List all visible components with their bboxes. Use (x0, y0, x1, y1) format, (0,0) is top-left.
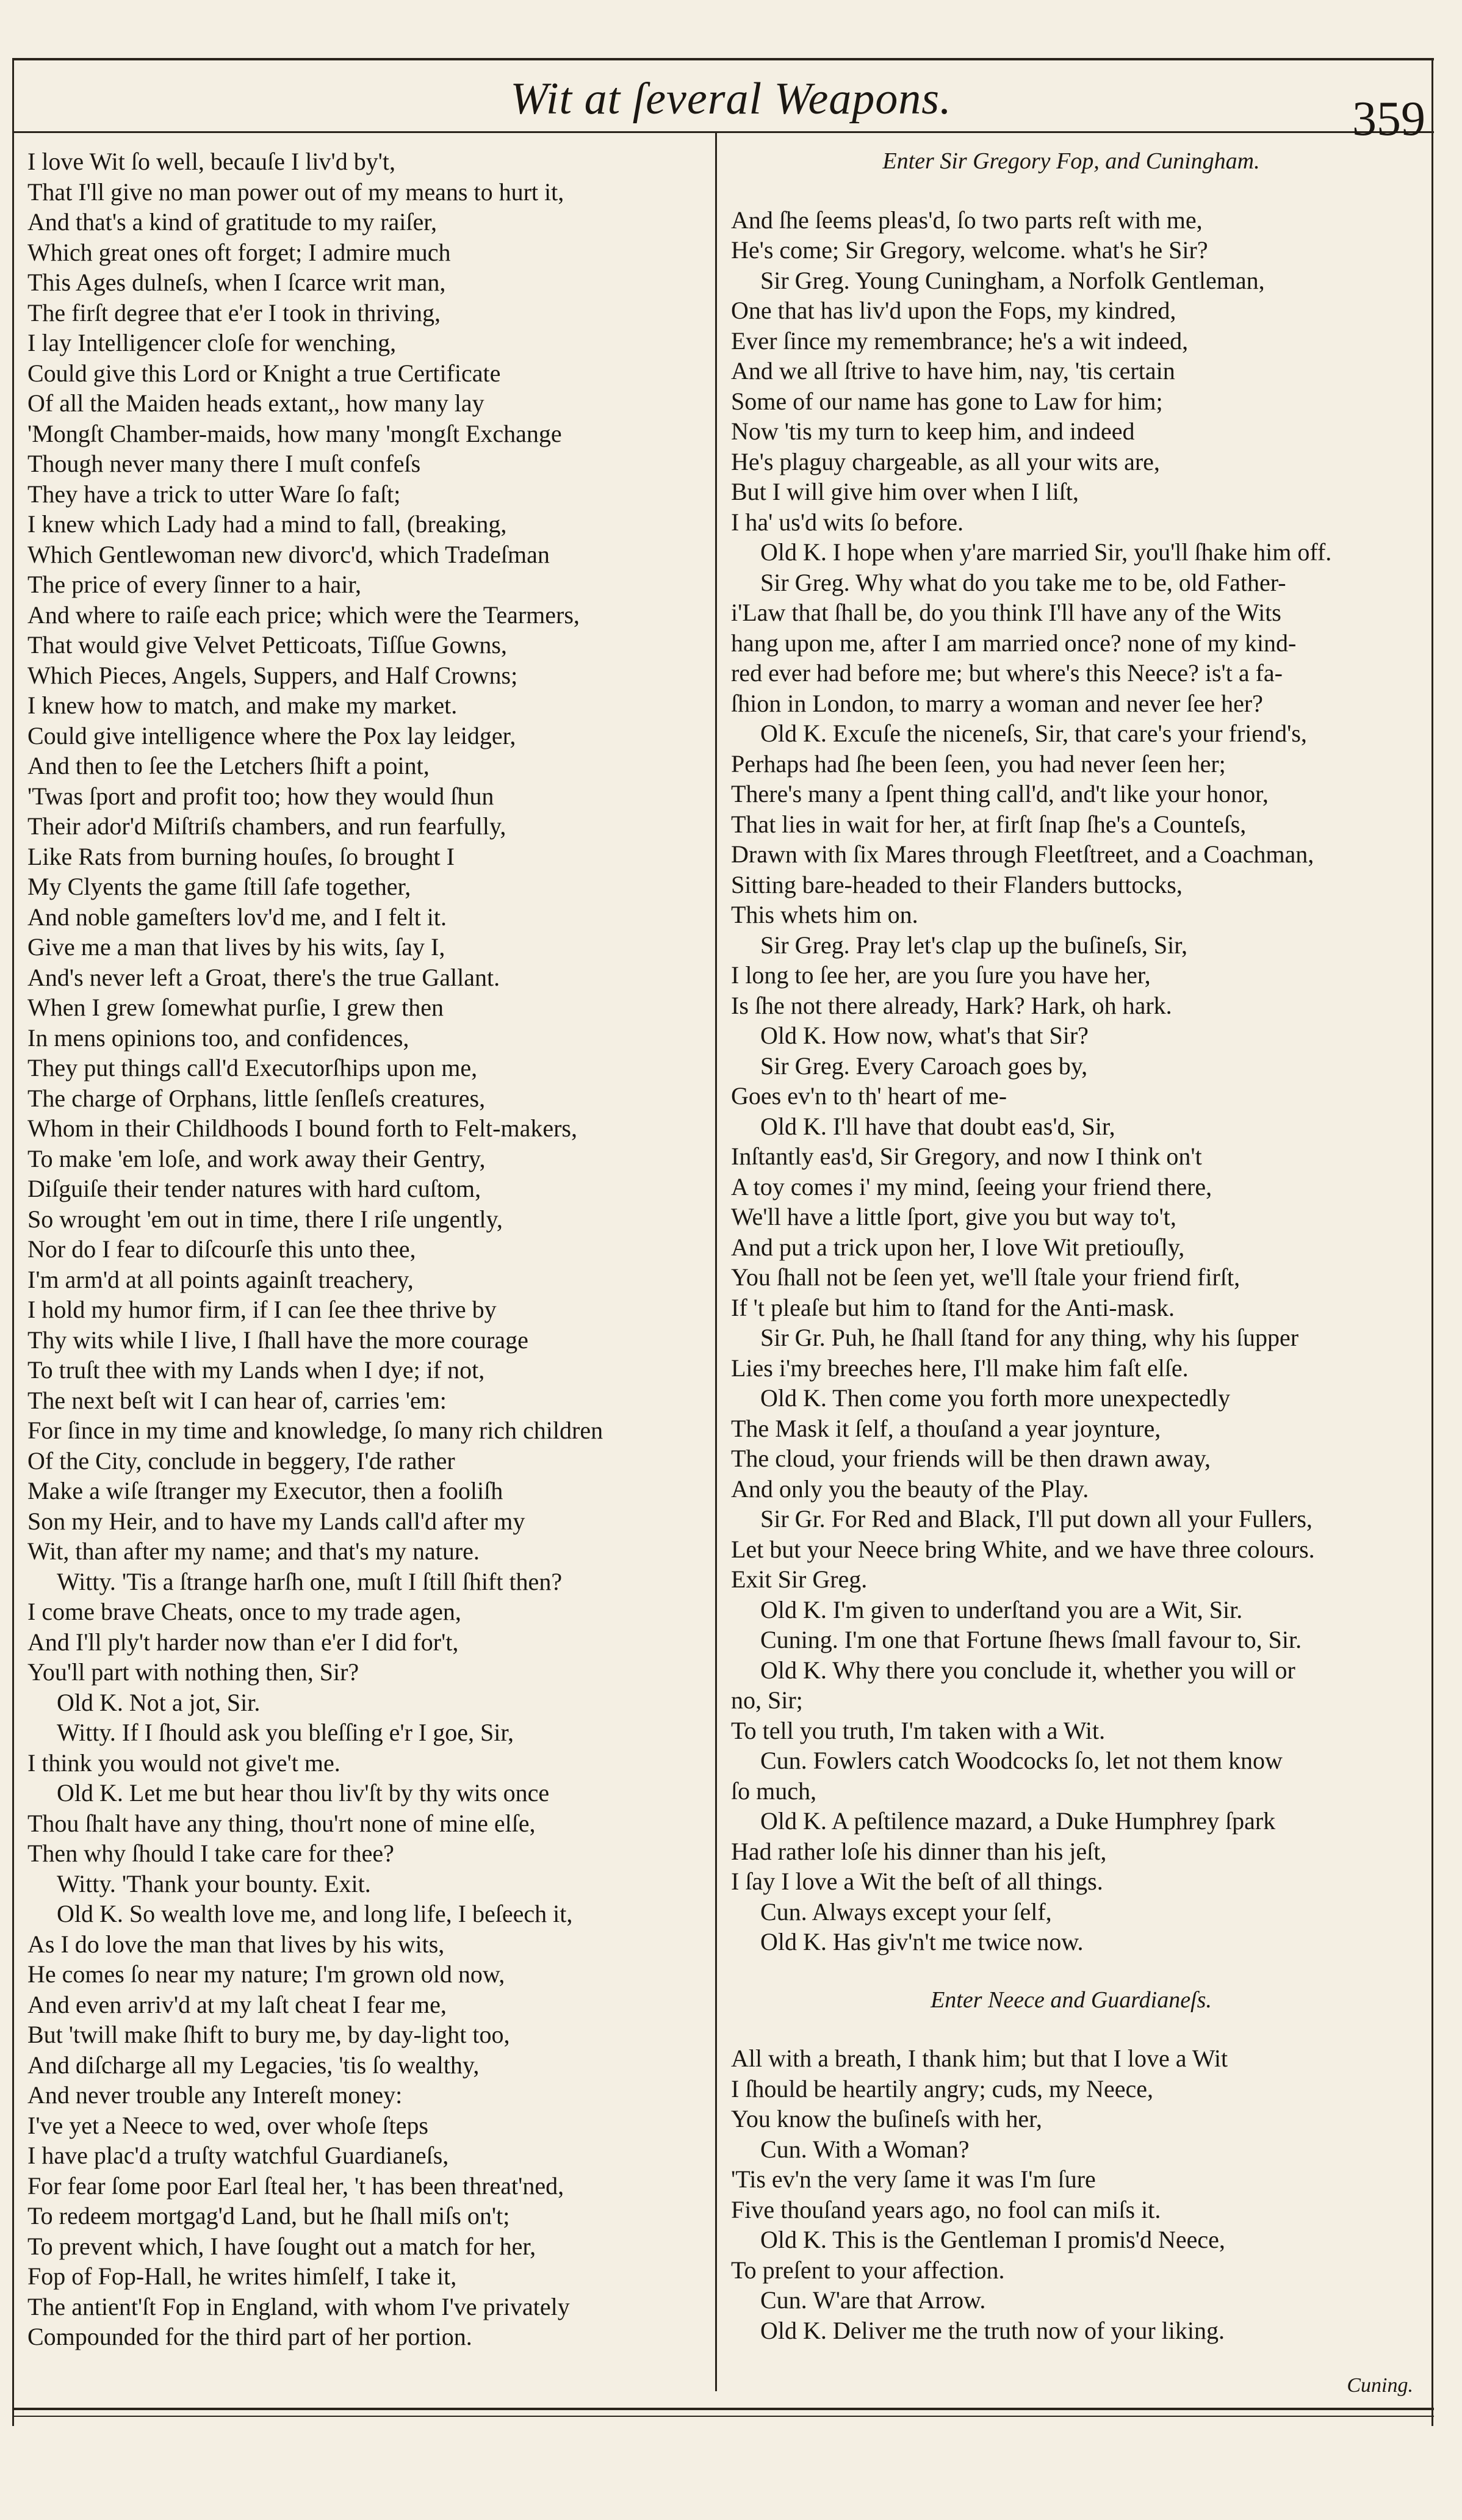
text-line: And put a trick upon her, I love Wit pretiouſly, (731, 1233, 1185, 1261)
text-line: Old K. I'm given to underſtand you are a Wit, Sir. (760, 1595, 1243, 1623)
text-line: I think you would not give't me. (27, 1749, 340, 1777)
text-line: To prevent which, I have ſought out a match for her, (27, 2232, 536, 2260)
text-line: Fop of Fop-Hall, he writes himſelf, I take it, (27, 2262, 457, 2290)
text-line: Drawn with ſix Mares through Fleetſtreet, and a Coachman, (731, 840, 1314, 868)
text-line: The price of every ſinner to a hair, (27, 571, 362, 598)
text-line: When I grew ſomewhat purſie, I grew then (27, 994, 444, 1021)
text-line: Wit, than after my name; and that's my nature. (27, 1537, 480, 1565)
text-line: A toy comes i' my mind, ſeeing your friend there, (731, 1172, 1212, 1200)
text-line: Son my Heir, and to have my Lands call'd after my (27, 1507, 525, 1535)
text-line: Though never many there I muſt confeſs (27, 450, 421, 477)
text-line: ſo much, (731, 1777, 816, 1805)
text-line: I've yet a Neece to wed, over whoſe ſteps (27, 2111, 428, 2139)
text-line: And where to raiſe each price; which were the Tearmers, (27, 601, 580, 629)
text-line: Let but your Neece bring White, and we have three colours. (731, 1535, 1315, 1563)
text-line: Which great ones oft forget; I admire much (27, 238, 451, 266)
text-line: Diſguiſe their tender natures with hard cuſtom, (27, 1175, 481, 1202)
text-line: Old K. Not a jot, Sir. (57, 1688, 261, 1716)
text-line: To redeem mortgag'd Land, but he ſhall miſs on't; (27, 2202, 510, 2229)
text-line: I knew how to match, and make my market. (27, 691, 458, 719)
text-line: But 'twill make ſhift to bury me, by day-light too, (27, 2021, 510, 2048)
bottom-double-rule (12, 2416, 1434, 2417)
text-line: Some of our name has gone to Law for him; (731, 387, 1163, 415)
header-underline-rule (12, 131, 1434, 133)
text-line: I ha' us'd wits ſo before. (731, 508, 963, 536)
text-line: The Mask it ſelf, a thouſand a year joynture, (731, 1414, 1161, 1442)
text-line: Is ſhe not there already, Hark? Hark, oh hark. (731, 991, 1172, 1019)
text-line: Witty. 'Thank your bounty. Exit. (57, 1869, 371, 1897)
text-line: We'll have a little ſport, give you but way to't, (731, 1203, 1176, 1230)
text-line: The antient'ſt Fop in England, with whom I've privately (27, 2292, 570, 2320)
text-line: Inſtantly eas'd, Sir Gregory, and now I think on't (731, 1143, 1202, 1170)
text-line: Witty. If I ſhould ask you bleſſing e'r I goe, Sir, (57, 1719, 514, 1746)
text-line: ſhion in London, to marry a woman and never ſee her? (731, 689, 1263, 717)
text-line: Of the City, conclude in beggery, I'de rather (27, 1446, 455, 1475)
text-line: Cun. With a Woman? (760, 2135, 970, 2163)
text-line: And only you the beauty of the Play. (731, 1475, 1089, 1503)
text-line: The cloud, your friends will be then drawn away, (731, 1445, 1211, 1472)
left-text-column (27, 146, 705, 2368)
text-line: That lies in wait for her, at firſt ſnap ſhe's a Counteſs, (731, 810, 1247, 838)
text-line: I ſay I love a Wit the beſt of all things. (731, 1868, 1103, 1895)
text-line: In mens opinions too, and confidences, (27, 1024, 409, 1052)
text-line: Now 'tis my turn to keep him, and indeed (731, 417, 1135, 445)
text-line: Of all the Maiden heads extant,, how many lay (27, 389, 484, 417)
top-border-rule (12, 58, 1434, 60)
text-line: Like Rats from burning houſes, ſo brought I (27, 842, 455, 870)
catchword: Cuning. (1347, 2374, 1413, 2397)
text-line: To make 'em loſe, and work away their Gentry, (27, 1144, 486, 1172)
text-line: That would give Velvet Petticoats, Tiſſue Gowns, (27, 631, 507, 659)
stage-direction: Enter Sir Gregory Fop, and Cuningham. (882, 148, 1260, 174)
text-line: I love Wit ſo well, becauſe I liv'd by't, (27, 148, 396, 175)
text-line: This Ages dulneſs, when I ſcarce writ man, (27, 269, 446, 296)
text-line: My Clyents the game ſtill ſafe together, (27, 873, 411, 900)
text-line: I lay Intelligencer cloſe for wenching, (27, 329, 397, 356)
text-line: Old K. How now, what's that Sir? (760, 1022, 1089, 1049)
text-line: For fear ſome poor Earl ſteal her, 't has been threat'ned, (27, 2172, 564, 2200)
text-line: Could give intelligence where the Pox lay leidger, (27, 721, 516, 749)
text-line: Sir Gr. For Red and Black, I'll put down all your Fullers, (760, 1505, 1313, 1533)
text-line: 'Mongſt Chamber-maids, how many 'mongſt Exchange (27, 419, 562, 447)
text-line: Sir Greg. Why what do you take me to be, old Father- (760, 568, 1286, 596)
text-line: And we all ſtrive to have him, nay, 'tis certain (731, 357, 1175, 384)
text-line: And never trouble any Intereſt money: (27, 2081, 403, 2109)
line-spacer (731, 177, 1411, 205)
text-line: Sitting bare-headed to their Flanders buttocks, (731, 870, 1183, 898)
text-line: And then to ſee the Letchers ſhift a point, (27, 752, 430, 779)
text-line: He's plaguy chargeable, as all your wits are, (731, 447, 1160, 475)
text-line: Could give this Lord or Knight a true Certificate (27, 359, 501, 387)
text-line: All with a breath, I thank him; but that I love a Wit (731, 2045, 1228, 2072)
text-line: But I will give him over when I liſt, (731, 478, 1079, 505)
stage-direction: Enter Neece and Guardianeſs. (931, 1987, 1212, 2013)
text-line: And even arriv'd at my laſt cheat I fear me, (27, 1990, 447, 2018)
text-line: He's come; Sir Gregory, welcome. what's he Sir? (731, 236, 1208, 264)
text-line: One that has liv'd upon the Fops, my kindred, (731, 297, 1176, 324)
text-line: You'll part with nothing then, Sir? (27, 1658, 359, 1686)
text-line: The next beſt wit I can hear of, carries 'em: (27, 1386, 447, 1414)
text-line: Nor do I fear to diſcourſe this unto thee, (27, 1235, 416, 1263)
column-divider-rule (715, 133, 717, 2391)
text-line: You know the buſineſs with her, (731, 2105, 1042, 2132)
text-line: red ever had before me; but where's this Neece? is't a fa- (731, 659, 1283, 687)
text-line: I come brave Cheats, once to my trade agen, (27, 1598, 461, 1625)
text-line: Perhaps had ſhe been ſeen, you had never ſeen her; (731, 749, 1226, 778)
text-line: And diſcharge all my Legacies, 'tis ſo wealthy, (27, 2051, 480, 2079)
text-line: To preſent to your affection. (731, 2256, 1005, 2284)
text-line: And ſhe ſeems pleas'd, ſo two parts reſt with me, (731, 206, 1203, 234)
text-line: Which Pieces, Angels, Suppers, and Half Crowns; (27, 661, 518, 689)
text-line: Cun. W'are that Arrow. (760, 2286, 986, 2314)
text-line: Old K. Why there you conclude it, whether you will or (760, 1656, 1295, 1684)
text-line: So wrought 'em out in time, there I riſe ungently, (27, 1205, 503, 1233)
text-line: Whom in their Childhoods I bound forth to Felt-makers, (27, 1114, 577, 1142)
text-line: Sir Gr. Puh, he ſhall ſtand for any thing, why his ſupper (760, 1324, 1299, 1351)
running-title: Wit at ſeveral Weapons. (510, 74, 952, 124)
text-line: Old K. Has giv'n't me twice now. (760, 1928, 1084, 1955)
text-line: I long to ſee her, are you ſure you have her, (731, 961, 1151, 989)
right-text-column (731, 146, 1411, 2368)
text-line: Old K. Let me but hear thou liv'ſt by thy wits once (57, 1779, 550, 1807)
text-line: There's many a ſpent thing call'd, and't like your honor, (731, 780, 1269, 807)
text-line: Old K. I'll have that doubt eas'd, Sir, (760, 1112, 1115, 1140)
text-line: i'Law that ſhall be, do you think I'll have any of the Wits (731, 599, 1281, 626)
text-line: no, Sir; (731, 1686, 803, 1714)
text-line: Old K. I hope when y'are married Sir, you'll ſhake him off. (760, 538, 1332, 566)
text-line: I'm arm'd at all points againſt treachery, (27, 1265, 414, 1293)
text-line: I ſhould be heartily angry; cuds, my Neece, (731, 2074, 1153, 2103)
text-line: To truſt thee with my Lands when I dye; if not, (27, 1356, 485, 1384)
text-line: Old K. So wealth love me, and long life, I beſeech it, (57, 1900, 573, 1927)
text-line: Goes ev'n to th' heart of me- (731, 1082, 1007, 1110)
text-line: Witty. 'Tis a ſtrange harſh one, muſt I ſtill ſhift then? (57, 1567, 563, 1595)
text-line: As I do love the man that lives by his wits, (27, 1930, 445, 1958)
text-line: Give me a man that lives by his wits, ſay I, (27, 933, 445, 961)
text-line: Cun. Always except your ſelf, (760, 1897, 1052, 1926)
text-line: If 't pleaſe but him to ſtand for the Anti-mask. (731, 1293, 1175, 1321)
text-line: Five thouſand years ago, no fool can miſs it. (731, 2195, 1161, 2223)
text-line: And noble gameſters lov'd me, and I felt it. (27, 903, 447, 931)
text-line: Thou ſhalt have any thing, thou'rt none of mine elſe, (27, 1809, 536, 1837)
text-line: Ever ſince my remembrance; he's a wit indeed, (731, 327, 1189, 355)
text-line: Exit Sir Greg. (731, 1565, 868, 1593)
left-border-rule (12, 58, 14, 2426)
text-line: hang upon me, after I am married once? none of my kind- (731, 629, 1297, 657)
text-line: They put things call'd Executorſhips upon me, (27, 1054, 478, 1081)
text-line: I have plac'd a truſty watchful Guardianeſs, (27, 2142, 449, 2169)
text-line: Old K. Deliver me the truth now of your liking. (760, 2316, 1225, 2344)
text-line: Cun. Fowlers catch Woodcocks ſo, let not them know (760, 1747, 1283, 1774)
text-line: Which Gentlewoman new divorc'd, which Tradeſman (27, 540, 550, 568)
text-line: Compounded for the third part of her portion. (27, 2323, 472, 2350)
text-line: And I'll ply't harder now than e'er I did for't, (27, 1628, 459, 1656)
text-line: Their ador'd Miſtriſs chambers, and run fearfully, (27, 812, 506, 840)
text-line: And that's a kind of gratitude to my raiſer, (27, 208, 437, 236)
text-line: Thy wits while I live, I ſhall have the more courage (27, 1326, 528, 1354)
text-line: That I'll give no man power out of my means to hurt it, (27, 178, 564, 206)
text-line: Had rather loſe his dinner than his jeſt, (731, 1837, 1107, 1865)
text-line: The charge of Orphans, little ſenſleſs creatures, (27, 1084, 486, 1112)
text-line: Old K. Then come you forth more unexpectedly (760, 1384, 1231, 1412)
page-number: 359 (1352, 92, 1425, 146)
text-line: For ſince in my time and knowledge, ſo many rich children (27, 1417, 603, 1444)
line-spacer (731, 1957, 1411, 1985)
text-line: You ſhall not be ſeen yet, we'll ſtale your friend firſt, (731, 1263, 1241, 1291)
text-line: The firſt degree that e'er I took in thriving, (27, 298, 441, 327)
right-border-rule (1431, 58, 1433, 2426)
text-line: They have a trick to utter Ware ſo faſt; (27, 480, 401, 508)
text-line: Make a wiſe ſtranger my Executor, then a fooliſh (27, 1477, 503, 1504)
text-line: 'Tis ev'n the very ſame it was I'm ſure (731, 2165, 1096, 2193)
text-line: And's never left a Groat, there's the true Gallant. (27, 963, 500, 991)
text-line: Cuning. I'm one that Fortune ſhews ſmall favour to, Sir. (760, 1626, 1302, 1653)
text-line: Sir Greg. Young Cuningham, a Norfolk Gentleman, (760, 266, 1265, 294)
text-line: Sir Greg. Pray let's clap up the buſineſs, Sir, (760, 931, 1187, 959)
text-line: Old K. This is the Gentleman I promis'd Neece, (760, 2226, 1225, 2253)
text-line: This whets him on. (731, 901, 918, 928)
text-line: To tell you truth, I'm taken with a Wit. (731, 1716, 1106, 1744)
line-spacer (731, 2015, 1411, 2043)
text-line: I hold my humor firm, if I can ſee thee thrive by (27, 1296, 497, 1323)
text-line: Then why ſhould I take care for thee? (27, 1839, 394, 1867)
text-line: Old K. Excuſe the niceneſs, Sir, that care's your friend's, (760, 720, 1307, 747)
text-line: I knew which Lady had a mind to fall, (breaking, (27, 510, 507, 538)
bottom-border-rule (12, 2408, 1434, 2410)
text-line: 'Twas ſport and profit too; how they would ſhun (27, 782, 494, 810)
text-line: Old K. A peſtilence mazard, a Duke Humphrey ſpark (760, 1807, 1276, 1835)
text-line: Sir Greg. Every Caroach goes by, (760, 1052, 1088, 1080)
text-line: Lies i'my breeches here, I'll make him faſt elſe. (731, 1354, 1189, 1382)
text-line: He comes ſo near my nature; I'm grown old now, (27, 1960, 505, 1988)
